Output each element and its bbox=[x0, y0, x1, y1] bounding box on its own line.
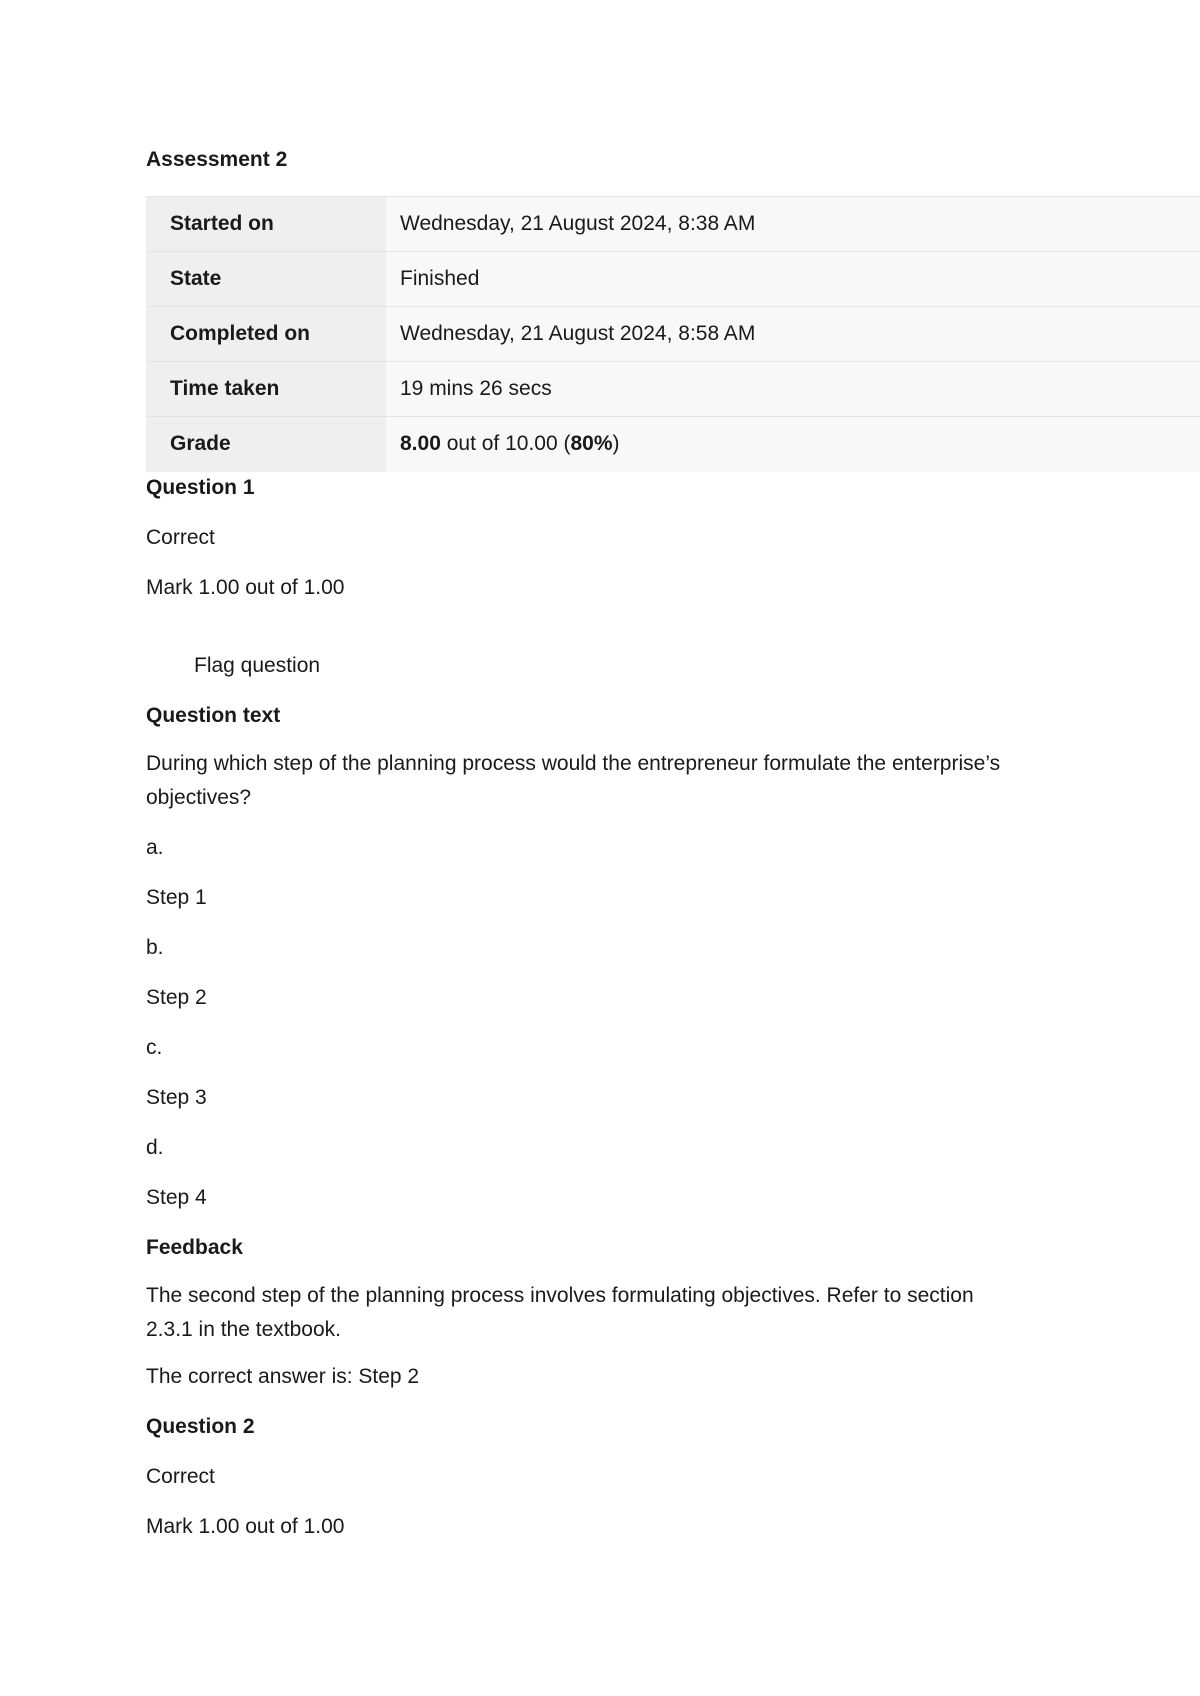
grade-percent: 80% bbox=[570, 432, 613, 456]
feedback-text: The second step of the planning process involves formulating objectives. Refer to section 2.3.1 in the textbook. bbox=[146, 1283, 974, 1341]
grade-close: ) bbox=[612, 432, 620, 456]
option-letter: a. bbox=[146, 835, 164, 859]
option-letter: c. bbox=[146, 1035, 163, 1059]
question-2-block bbox=[146, 1413, 1200, 1541]
grade-value bbox=[386, 417, 1200, 472]
option-letter: b. bbox=[146, 935, 164, 959]
option-label[interactable]: Step 1 bbox=[146, 885, 207, 909]
summary-row-started bbox=[146, 197, 1200, 252]
option-label[interactable]: Step 3 bbox=[146, 1085, 207, 1109]
flag-question-link[interactable]: Flag question bbox=[194, 653, 321, 677]
question-text-heading: Question text bbox=[146, 703, 281, 727]
summary-row-grade bbox=[146, 417, 1200, 472]
summary-label: Grade bbox=[146, 417, 386, 472]
summary-label: Started on bbox=[146, 197, 386, 252]
question-heading: Question 2 bbox=[146, 1414, 255, 1438]
summary-value: 19 mins 26 secs bbox=[386, 362, 1200, 417]
summary-value: Wednesday, 21 August 2024, 8:58 AM bbox=[386, 307, 1200, 362]
summary-value: Wednesday, 21 August 2024, 8:38 AM bbox=[386, 197, 1200, 252]
summary-label: Completed on bbox=[146, 307, 386, 362]
question-mark: Mark 1.00 out of 1.00 bbox=[146, 1514, 345, 1538]
option-label[interactable]: Step 2 bbox=[146, 985, 207, 1009]
document-content bbox=[146, 146, 1200, 1541]
summary-label: Time taken bbox=[146, 362, 386, 417]
question-status: Correct bbox=[146, 525, 215, 549]
question-heading: Question 1 bbox=[146, 475, 255, 499]
correct-answer: The correct answer is: Step 2 bbox=[146, 1364, 420, 1388]
option-label[interactable]: Step 4 bbox=[146, 1185, 207, 1209]
option-letter: d. bbox=[146, 1135, 164, 1159]
page-title: Assessment 2 bbox=[146, 148, 288, 171]
summary-row-time bbox=[146, 362, 1200, 417]
summary-row-completed bbox=[146, 307, 1200, 362]
grade-out-of: out of 10.00 ( bbox=[440, 432, 571, 456]
summary-value: Finished bbox=[386, 252, 1200, 307]
feedback-heading: Feedback bbox=[146, 1235, 243, 1259]
summary-label: State bbox=[146, 252, 386, 307]
question-mark: Mark 1.00 out of 1.00 bbox=[146, 575, 345, 599]
grade-score: 8.00 bbox=[400, 432, 441, 456]
question-status: Correct bbox=[146, 1464, 215, 1488]
attempt-summary-table bbox=[146, 196, 1200, 472]
question-text: During which step of the planning process would the entrepreneur formulate the enterprise’s objectives? bbox=[146, 751, 1001, 809]
summary-row-state bbox=[146, 252, 1200, 307]
question-1-block bbox=[146, 474, 1200, 1391]
